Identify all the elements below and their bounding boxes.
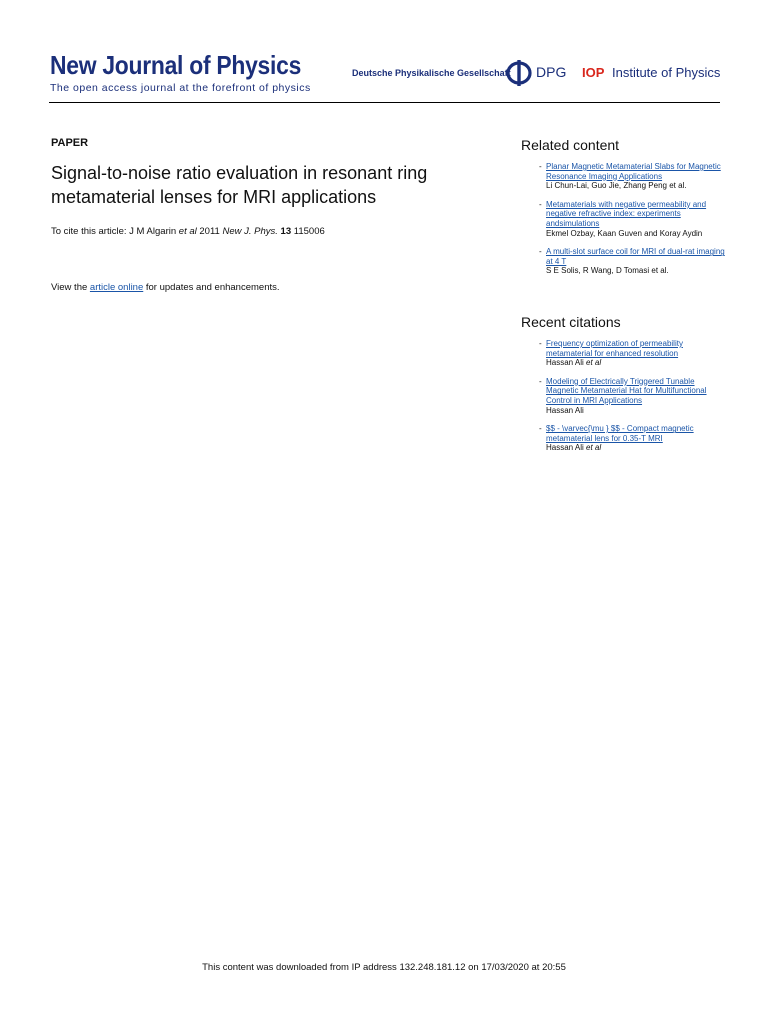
citation-authors: Hassan Ali et al [546, 358, 602, 368]
citation-number: 115006 [291, 226, 325, 237]
list-item: - A multi-slot surface coil for MRI of dual-rat imaging at 4 T S E Solis, R Wang, D Tomasi et al. [539, 247, 729, 276]
citation-line [51, 226, 325, 237]
dpg-logo-icon [506, 59, 532, 87]
citation-journal: New J. Phys. [222, 226, 278, 237]
related-content-heading: Related content [521, 137, 620, 153]
related-link[interactable]: A multi-slot surface coil for MRI of dual-rat imaging at 4 T [546, 247, 725, 266]
citation-link[interactable]: Modeling of Electrically Triggered Tunable Magnetic Metamaterial Hat for Multifunctional Control in MRI Applications [546, 376, 707, 405]
list-item: - Metamaterials with negative permeability and negative refractive index: experiments andsimulations Ekmel Ozbay, Kaan Guven and Koray Aydin [539, 200, 729, 238]
related-authors: Li Chun-Lai, Guo Jie, Zhang Peng et al. [546, 181, 687, 191]
citation-link[interactable]: Frequency optimization of permeability metamaterial for enhanced resolution [546, 339, 683, 358]
header-divider [49, 102, 720, 103]
related-link[interactable]: Planar Magnetic Metamaterial Slabs for Magnetic Resonance Imaging Applications [546, 162, 721, 181]
article-online-link[interactable]: article online [89, 282, 144, 293]
iop-logo: IOP [582, 65, 605, 80]
download-footer: This content was downloaded from IP address 132.248.181.12 on 17/03/2020 at 20:55 [202, 962, 566, 973]
journal-subtitle: The open access journal at the forefront of physics [50, 82, 311, 94]
recent-citations-heading: Recent citations [521, 314, 621, 330]
view-prefix: View the [51, 282, 90, 293]
article-title: Signal-to-noise ratio evaluation in resonant ring metamaterial lenses for MRI applications [51, 163, 428, 207]
view-suffix: for updates and enhancements. [143, 282, 280, 293]
related-authors: S E Solis, R Wang, D Tomasi et al. [546, 266, 669, 276]
journal-title: New Journal of Physics [50, 50, 302, 80]
dpg-society-name: Deutsche Physikalische Gesellschaft [352, 68, 511, 78]
related-authors: Ekmel Ozbay, Kaan Guven and Koray Aydin [546, 228, 703, 238]
list-item: - Frequency optimization of permeability metamaterial for enhanced resolution Hassan Ali et al [539, 339, 729, 368]
citation-authors: Hassan Ali et al [546, 443, 602, 453]
citation-volume: 13 [280, 226, 292, 237]
article-type-label: PAPER [51, 137, 89, 149]
citation-etal: et al [178, 226, 197, 237]
related-link[interactable]: Metamaterials with negative permeability and negative refractive index: experiments andsimulations [546, 199, 707, 228]
citation-year: 2011 [196, 226, 223, 237]
citation-authors: Hassan Ali [546, 405, 584, 415]
view-online-line [51, 282, 280, 293]
list-item: - Modeling of Electrically Triggered Tunable Magnetic Metamaterial Hat for Multifunctional Control in MRI Applications Hassan Ali [539, 377, 729, 415]
list-item: - $$ - \varvec{\mu } $$ - Compact magnetic metamaterial lens for 0.35-T MRI Hassan Ali et al [539, 424, 729, 453]
iop-name: Institute of Physics [612, 65, 721, 80]
related-content-list [539, 162, 729, 285]
recent-citations-list [539, 339, 729, 462]
list-item: - Planar Magnetic Metamaterial Slabs for Magnetic Resonance Imaging Applications Li Chun-Lai, Guo Jie, Zhang Peng et al. [539, 162, 729, 191]
citation-authors: To cite this article: J M Algarin [51, 226, 179, 237]
citation-link[interactable]: $$ - \varvec{\mu } $$ - Compact magnetic metamaterial lens for 0.35-T MRI [546, 424, 694, 443]
dpg-label: DPG [536, 64, 567, 80]
